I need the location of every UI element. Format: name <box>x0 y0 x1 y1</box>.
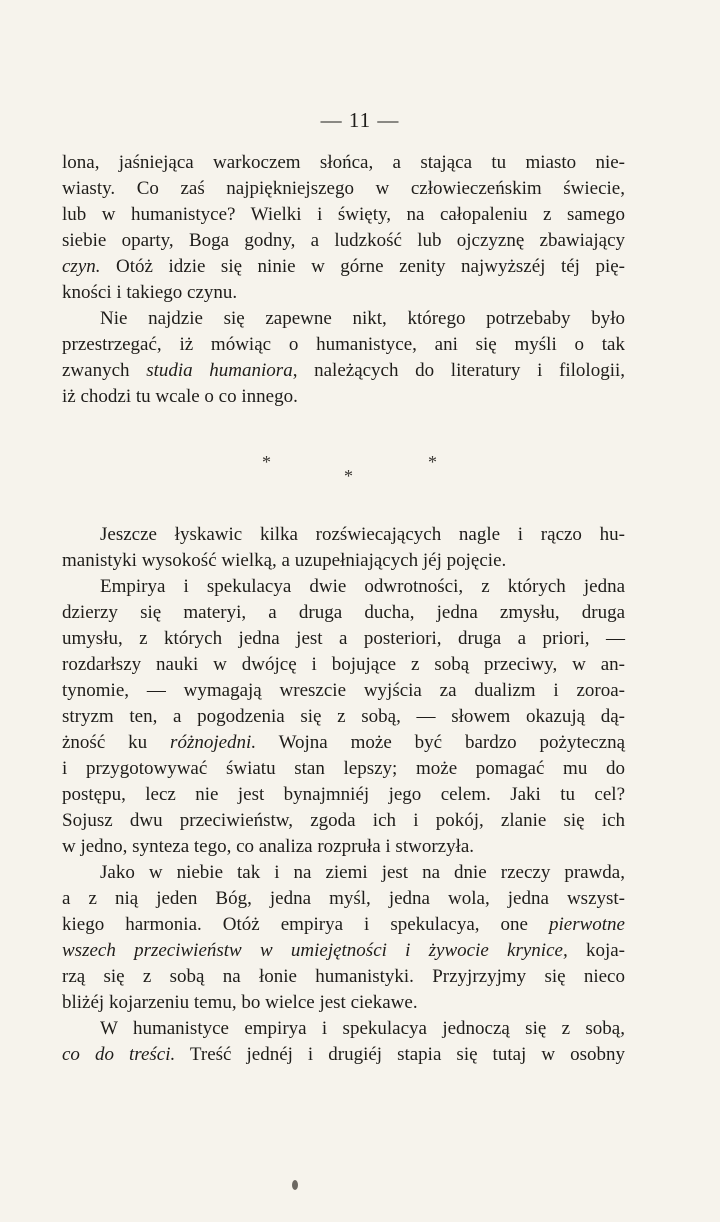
italic-text: pierwotne <box>549 914 625 935</box>
text-line: iż chodzi tu wcale o co innego. <box>62 386 298 407</box>
text-line: dzierzy się materyi, a druga ducha, jedna zmysłu, druga <box>62 602 625 623</box>
text-line: lona, jaśniejąca warkoczem słońca, a stająca tu miasto nie- <box>62 152 625 173</box>
text-line: lub w humanistyce? Wielki i święty, na całopaleniu z samego <box>62 204 625 225</box>
text-line: przestrzegać, iż mówiąc o humanistyce, ani się myśli o tak <box>62 334 625 355</box>
text-span: żność ku <box>62 732 171 753</box>
italic-text: co do treści. <box>62 1044 176 1065</box>
section-2-text <box>62 522 625 1068</box>
text-span: Wojna może być bardzo pożyteczną <box>256 732 626 753</box>
paragraph-1 <box>62 150 625 306</box>
text-line <box>62 254 625 280</box>
text-line: Nie najdzie się zapewne nikt, którego potrzebaby było <box>100 308 625 329</box>
text-span: zwanych <box>62 360 147 381</box>
text-span: kiego harmonia. Otóż empirya i spekulacya, one <box>62 914 549 935</box>
text-line: Jako w niebie tak i na ziemi jest na dnie rzeczy prawda, <box>100 862 625 883</box>
asterisk-ornament: * <box>428 452 437 472</box>
text-line: Sojusz dwu przeciwieństw, zgoda ich i pokój, zlanie się ich <box>62 810 625 831</box>
text-line: kności i takiego czynu. <box>62 282 238 303</box>
text-line <box>62 938 625 964</box>
text-line: umysłu, z których jedna jest a posteriori, druga a priori, — <box>62 628 625 649</box>
text-line: rozdarłszy nauki w dwójcę i bojujące z sobą przeciwy, w an- <box>62 654 625 675</box>
text-line <box>62 912 625 938</box>
asterisk-ornament: * <box>344 466 353 486</box>
text-line: wiasty. Co zaś najpiękniejszego w człowieczeńskim świecie, <box>62 178 625 199</box>
text-line <box>62 1042 625 1068</box>
text-span: Otóż idzie się ninie w górne zenity najwyższéj téj pię- <box>100 256 625 277</box>
text-span: Treść jednéj i drugiéj stapia się tutaj w osobny <box>175 1044 625 1065</box>
text-line <box>62 358 625 384</box>
text-line: stryzm ten, a pogodzenia się z sobą, — słowem okazują dą- <box>62 706 625 727</box>
text-line <box>62 730 625 756</box>
paragraph-2 <box>62 306 625 410</box>
page-number: — 11 — <box>320 108 400 132</box>
text-line: W humanistyce empirya i spekulacya jednoczą się z sobą, <box>100 1018 625 1039</box>
italic-text: studia humaniora <box>146 360 293 381</box>
print-dot-mark <box>292 1180 298 1190</box>
text-span: koja- <box>567 940 625 961</box>
text-line: Empirya i spekulacya dwie odwrotności, z których jedna <box>100 576 625 597</box>
italic-text: różnojedni. <box>170 732 257 753</box>
text-line: manistyki wysokość wielką, a uzupełniających jéj pojęcie. <box>62 550 507 571</box>
text-line: Jeszcze łyskawic kilka rozświecających nagle i rączo hu- <box>100 524 625 545</box>
italic-text: czyn. <box>62 256 101 277</box>
text-line: rzą się z sobą na łonie humanistyki. Przyjrzyjmy się nieco <box>62 966 625 987</box>
text-line: i przygotowywać światu stan lepszy; może pomagać mu do <box>62 758 625 779</box>
italic-text: wszech przeciwieństw w umiejętności i żywocie krynice, <box>62 940 568 961</box>
text-line: siebie oparty, Boga godny, a ludzkość lub ojczyznę zbawiający <box>62 230 625 251</box>
text-line: a z nią jeden Bóg, jedna myśl, jedna wola, jedna wszyst- <box>62 888 625 909</box>
text-line: tynomie, — wymagają wreszcie wyjścia za dualizm i zoroa- <box>62 680 625 701</box>
text-line: w jedno, synteza tego, co analiza rozpruła i stworzyła. <box>62 836 475 857</box>
text-line: bliżéj kojarzeniu temu, bo wielce jest ciekawe. <box>62 992 418 1013</box>
text-line: postępu, lecz nie jest bynajmniéj jego celem. Jaki tu cel? <box>62 784 625 805</box>
text-span: , należących do literatury i filologii, <box>292 360 625 381</box>
asterisk-ornament: * <box>262 452 271 472</box>
section-separator <box>0 452 720 492</box>
